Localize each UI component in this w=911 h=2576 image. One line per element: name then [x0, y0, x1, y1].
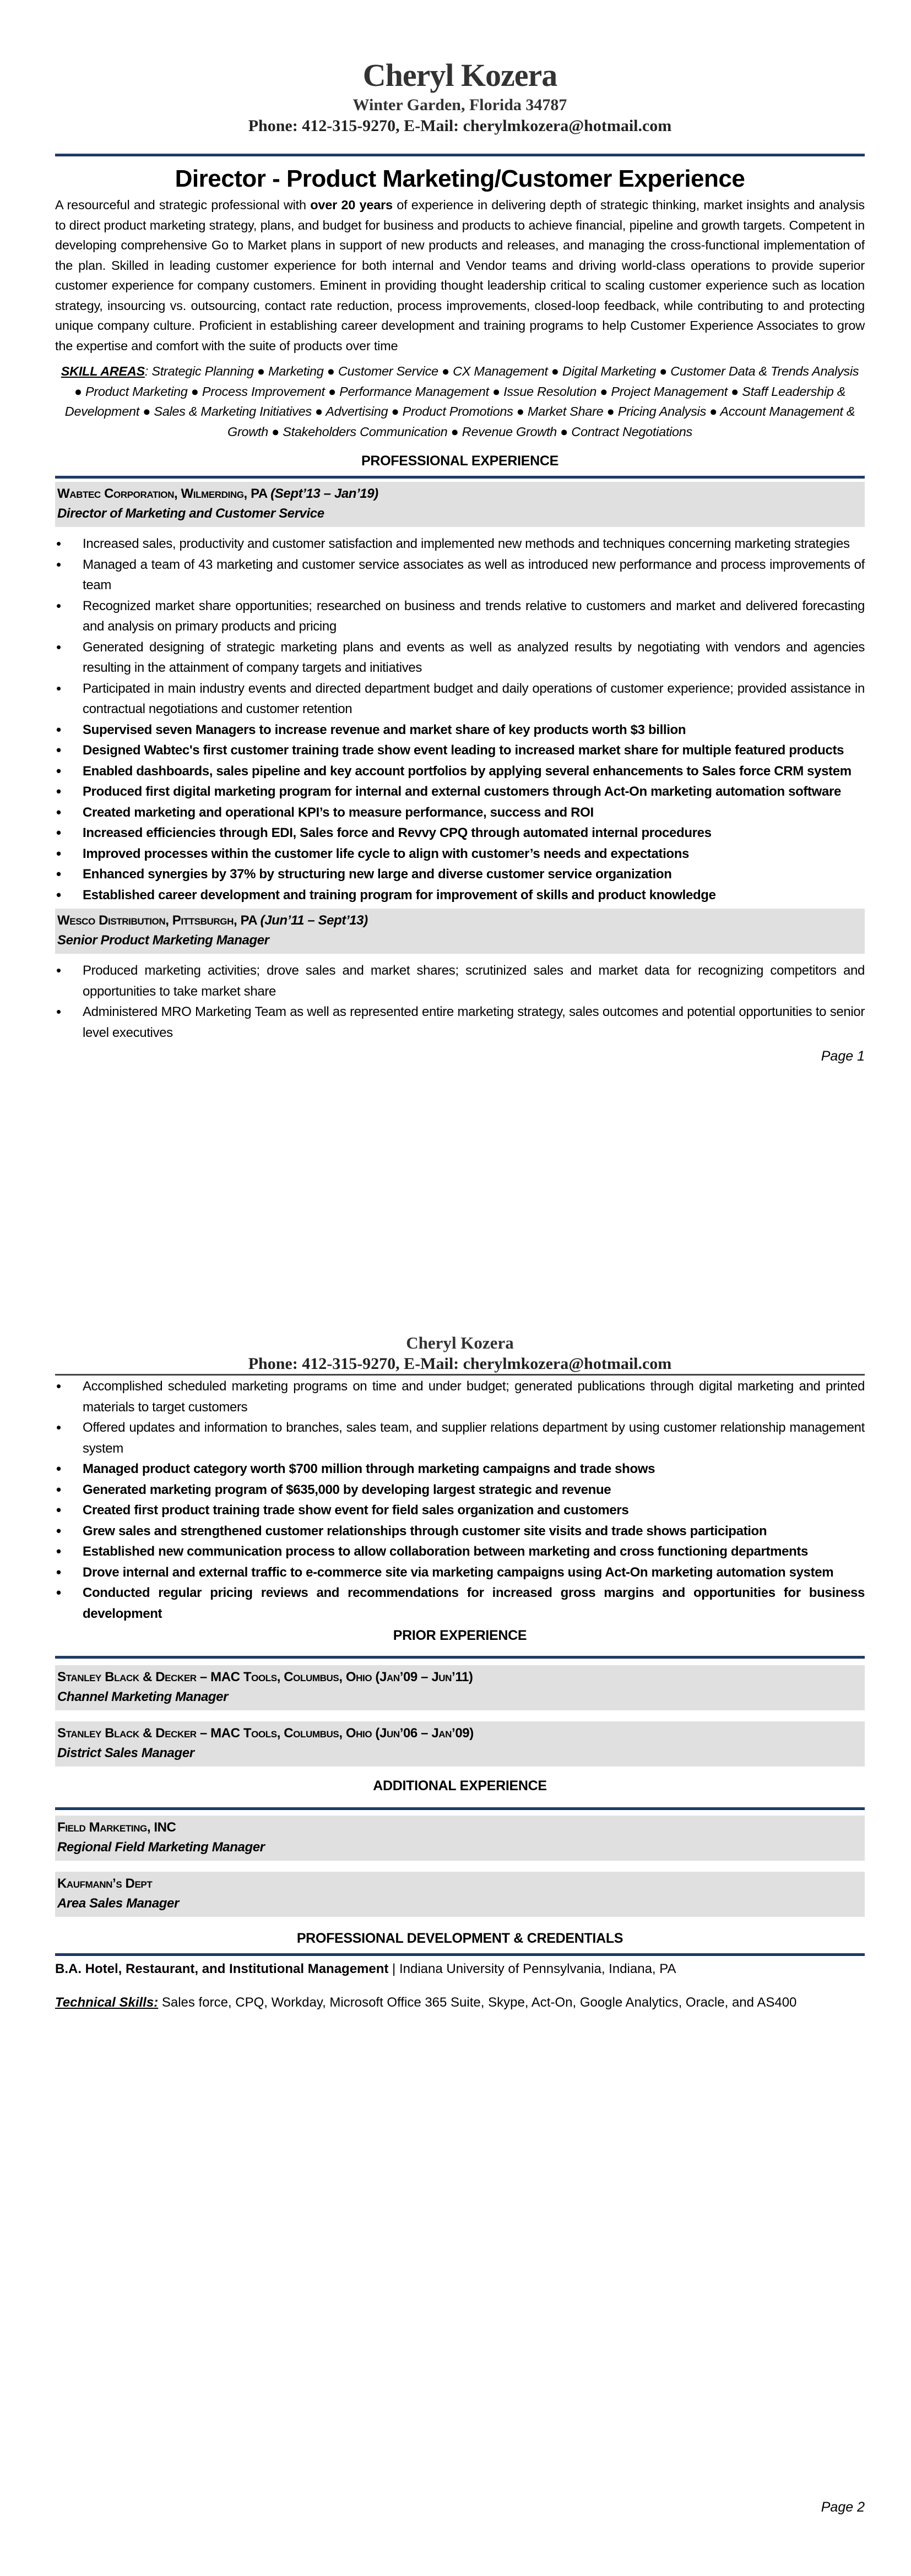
header-divider [55, 1374, 865, 1376]
job-bullets-wabtec [55, 534, 865, 905]
job-wabtec [55, 482, 865, 527]
candidate-name: Cheryl Kozera [406, 1333, 514, 1352]
list-item: • Created marketing and operational KPI’s to measure performance, success and ROI [55, 802, 865, 823]
section-divider [55, 1953, 865, 1956]
job-bullets-wesco-continued [55, 1376, 865, 1624]
job-company [57, 484, 863, 504]
job-company: Field Marketing, INC [57, 1820, 176, 1835]
job-bullets-wesco [55, 960, 865, 1043]
job-role: District Sales Manager [57, 1746, 194, 1760]
list-item: • Recognized market share opportunities; researched on business and trends relative to customers and market and delivered forecasting and analysis on primary products and pricing [55, 596, 865, 637]
section-additional-experience: ADDITIONAL EXPERIENCE [373, 1778, 547, 1794]
job-role: Area Sales Manager [57, 1896, 179, 1911]
list-item: • Participated in main industry events and directed department budget and daily operations of customer experience; provided assistance in contractual negotiations and customer retention [55, 678, 865, 720]
job-kaufmanns [55, 1872, 865, 1917]
page2-header [55, 1333, 865, 1374]
technical-skills-list: Sales force, CPQ, Workday, Microsoft Office 365 Suite, Skype, Act-On, Google Analytics, Oracle, and AS400 [158, 1995, 797, 2010]
job-stanley-district [55, 1721, 865, 1767]
resume-page-2 [0, 1288, 911, 2576]
list-item: • Established new communication process to allow collaboration between marketing and cross functioning departments [55, 1541, 865, 1562]
job-role: Director of Marketing and Customer Service [57, 506, 324, 521]
skill-areas-list: Strategic Planning ● Marketing ● Customer Service ● CX Management ● Digital Marketing ● Customer Data & Trends Analysis ● Product Marketing ● Process Improvement ● Performance Management ● Issue Resolution ● Project Management ● Staff Leadership & Development ● Sales & Marketing Initiatives ● Advertising ● Product Promotions ● Market Share ● Pricing Analysis ● Account Management & Growth ● Stakeholders Communication ● Revenue Growth ● Contract Negotiations [64, 364, 859, 439]
candidate-contact: Phone: 412-315-9270, E-Mail: cherylmkozera@hotmail.com [248, 1355, 672, 1373]
job-company: Stanley Black & Decker – MAC Tools, Columbus, Ohio (Jun’06 – Jan’09) [57, 1726, 474, 1741]
summary-text-start: A resourceful and strategic professional with [55, 198, 311, 212]
list-item: • Conducted regular pricing reviews and recommendations for increased gross margins and opportunities for business development [55, 1583, 865, 1624]
page1-header [55, 57, 865, 137]
section-professional-experience: PROFESSIONAL EXPERIENCE [361, 453, 558, 469]
candidate-address: Winter Garden, Florida 34787 [353, 96, 567, 114]
list-item: • Increased efficiencies through EDI, Sales force and Revvy CPQ through automated internal procedures [55, 823, 865, 844]
job-role: Senior Product Marketing Manager [57, 933, 269, 948]
company-name: Wesco Distribution, Pittsburgh, PA [57, 913, 261, 928]
list-item: • Produced marketing activities; drove sales and market shares; scrutinized sales and market data for recognizing competitors and opportunities to take market share [55, 960, 865, 1002]
job-dates: (Jun’11 – Sept’13) [260, 913, 368, 928]
summary-text-end: of experience in delivering depth of strategic thinking, market insights and analysis to direct product marketing strategy, plans, and budget for business and products to achieve financial, pipeline and growth targets. Competent in developing comprehensive Go to Market plans in support of new products and releases, and managing the cross-functional implementation of the plan. Skilled in leading customer experience for both internal and Vendor teams and driving world-class operations to provide superior customer experience for company customers. Eminent in providing thought leadership critical to scaling customer experience such as location strategy, insourcing vs. outsourcing, contact rate reduction, process improvements, closed-loop feedback, while contributing to and protecting unique company culture. Proficient in establishing career development and training programs to help Customer Experience Associates to grow the expertise and comfort with the suite of products over time [55, 198, 865, 353]
list-item: • Enabled dashboards, sales pipeline and key account portfolios by applying several enhancements to Sales force CRM system [55, 761, 865, 782]
list-item: • Accomplished scheduled marketing programs on time and under budget; generated publications through digital marketing and printed materials to target customers [55, 1376, 865, 1417]
candidate-name: Cheryl Kozera [362, 57, 557, 93]
page1-body [55, 164, 865, 1064]
page-number: Page 2 [821, 2499, 865, 2515]
list-item: • Improved processes within the customer life cycle to align with customer’s needs and expectations [55, 844, 865, 865]
list-item: • Produced first digital marketing program for internal and external customers through Act-On marketing automation software [55, 781, 865, 802]
skill-areas-label: SKILL AREAS [61, 364, 145, 378]
job-company: Kaufmann’s Dept [57, 1876, 153, 1891]
list-item: • Managed a team of 43 marketing and customer service associates as well as introduced new performance and process improvements of team [55, 555, 865, 596]
list-item: • Increased sales, productivity and customer satisfaction and implemented new methods and techniques concerning marketing strategies [55, 534, 865, 555]
technical-skills [55, 1992, 865, 2013]
list-item: • Generated designing of strategic marketing plans and events as well as analyzed results by negotiating with vendors and agencies resulting in the attainment of company targets and initiatives [55, 637, 865, 678]
list-item: • Drove internal and external traffic to e-commerce site via marketing campaigns using Act-On marketing automation system [55, 1562, 865, 1583]
section-divider [55, 1656, 865, 1659]
section-prior-experience: PRIOR EXPERIENCE [393, 1628, 527, 1643]
list-item: • Managed product category worth $700 million through marketing campaigns and trade shows [55, 1459, 865, 1480]
education [55, 1959, 865, 1979]
job-company [57, 911, 863, 931]
list-item: • Administered MRO Marketing Team as well as represented entire marketing strategy, sales outcomes and potential opportunities to senior level executives [55, 1002, 865, 1043]
page2-body [55, 1376, 865, 2013]
job-field-marketing [55, 1816, 865, 1861]
section-divider [55, 476, 865, 479]
degree: B.A. Hotel, Restaurant, and Institutional Management [55, 1961, 389, 1976]
education-separator: | [388, 1961, 399, 1976]
job-dates: (Sept’13 – Jan’19) [270, 486, 378, 501]
header-divider [55, 154, 865, 156]
section-credentials: PROFESSIONAL DEVELOPMENT & CREDENTIALS [296, 1931, 623, 1946]
job-stanley-channel [55, 1665, 865, 1710]
list-item: • Supervised seven Managers to increase revenue and market share of key products worth $3 billion [55, 720, 865, 741]
page-number: Page 1 [821, 1048, 865, 1064]
list-item: • Established career development and training program for improvement of skills and product knowledge [55, 885, 865, 906]
skill-areas [55, 361, 865, 442]
job-wesco [55, 909, 865, 954]
job-role: Regional Field Marketing Manager [57, 1840, 265, 1855]
job-company: Stanley Black & Decker – MAC Tools, Columbus, Ohio (Jan’09 – Jun’11) [57, 1670, 473, 1684]
technical-skills-label: Technical Skills: [55, 1995, 159, 2010]
skill-areas-colon: : [144, 364, 149, 378]
section-divider [55, 1807, 865, 1810]
list-item: • Grew sales and strengthened customer relationships through customer site visits and trade shows participation [55, 1521, 865, 1542]
summary-highlight: over 20 years [310, 198, 393, 212]
school: Indiana University of Pennsylvania, Indiana, PA [399, 1961, 676, 1976]
list-item: • Enhanced synergies by 37% by structuring new large and diverse customer service organization [55, 864, 865, 885]
resume-title: Director - Product Marketing/Customer Experience [175, 165, 745, 192]
list-item: • Created first product training trade show event for field sales organization and customers [55, 1500, 865, 1521]
list-item: • Designed Wabtec's first customer training trade show event leading to increased market share for multiple featured products [55, 740, 865, 761]
list-item: • Offered updates and information to branches, sales team, and supplier relations department by using customer relationship management system [55, 1417, 865, 1459]
list-item: • Generated marketing program of $635,000 by developing largest strategic and revenue [55, 1480, 865, 1501]
job-role: Channel Marketing Manager [57, 1689, 229, 1704]
candidate-contact: Phone: 412-315-9270, E-Mail: cherylmkozera@hotmail.com [248, 117, 672, 135]
company-name: Wabtec Corporation, Wilmerding, PA [57, 486, 271, 501]
professional-summary [55, 195, 865, 356]
